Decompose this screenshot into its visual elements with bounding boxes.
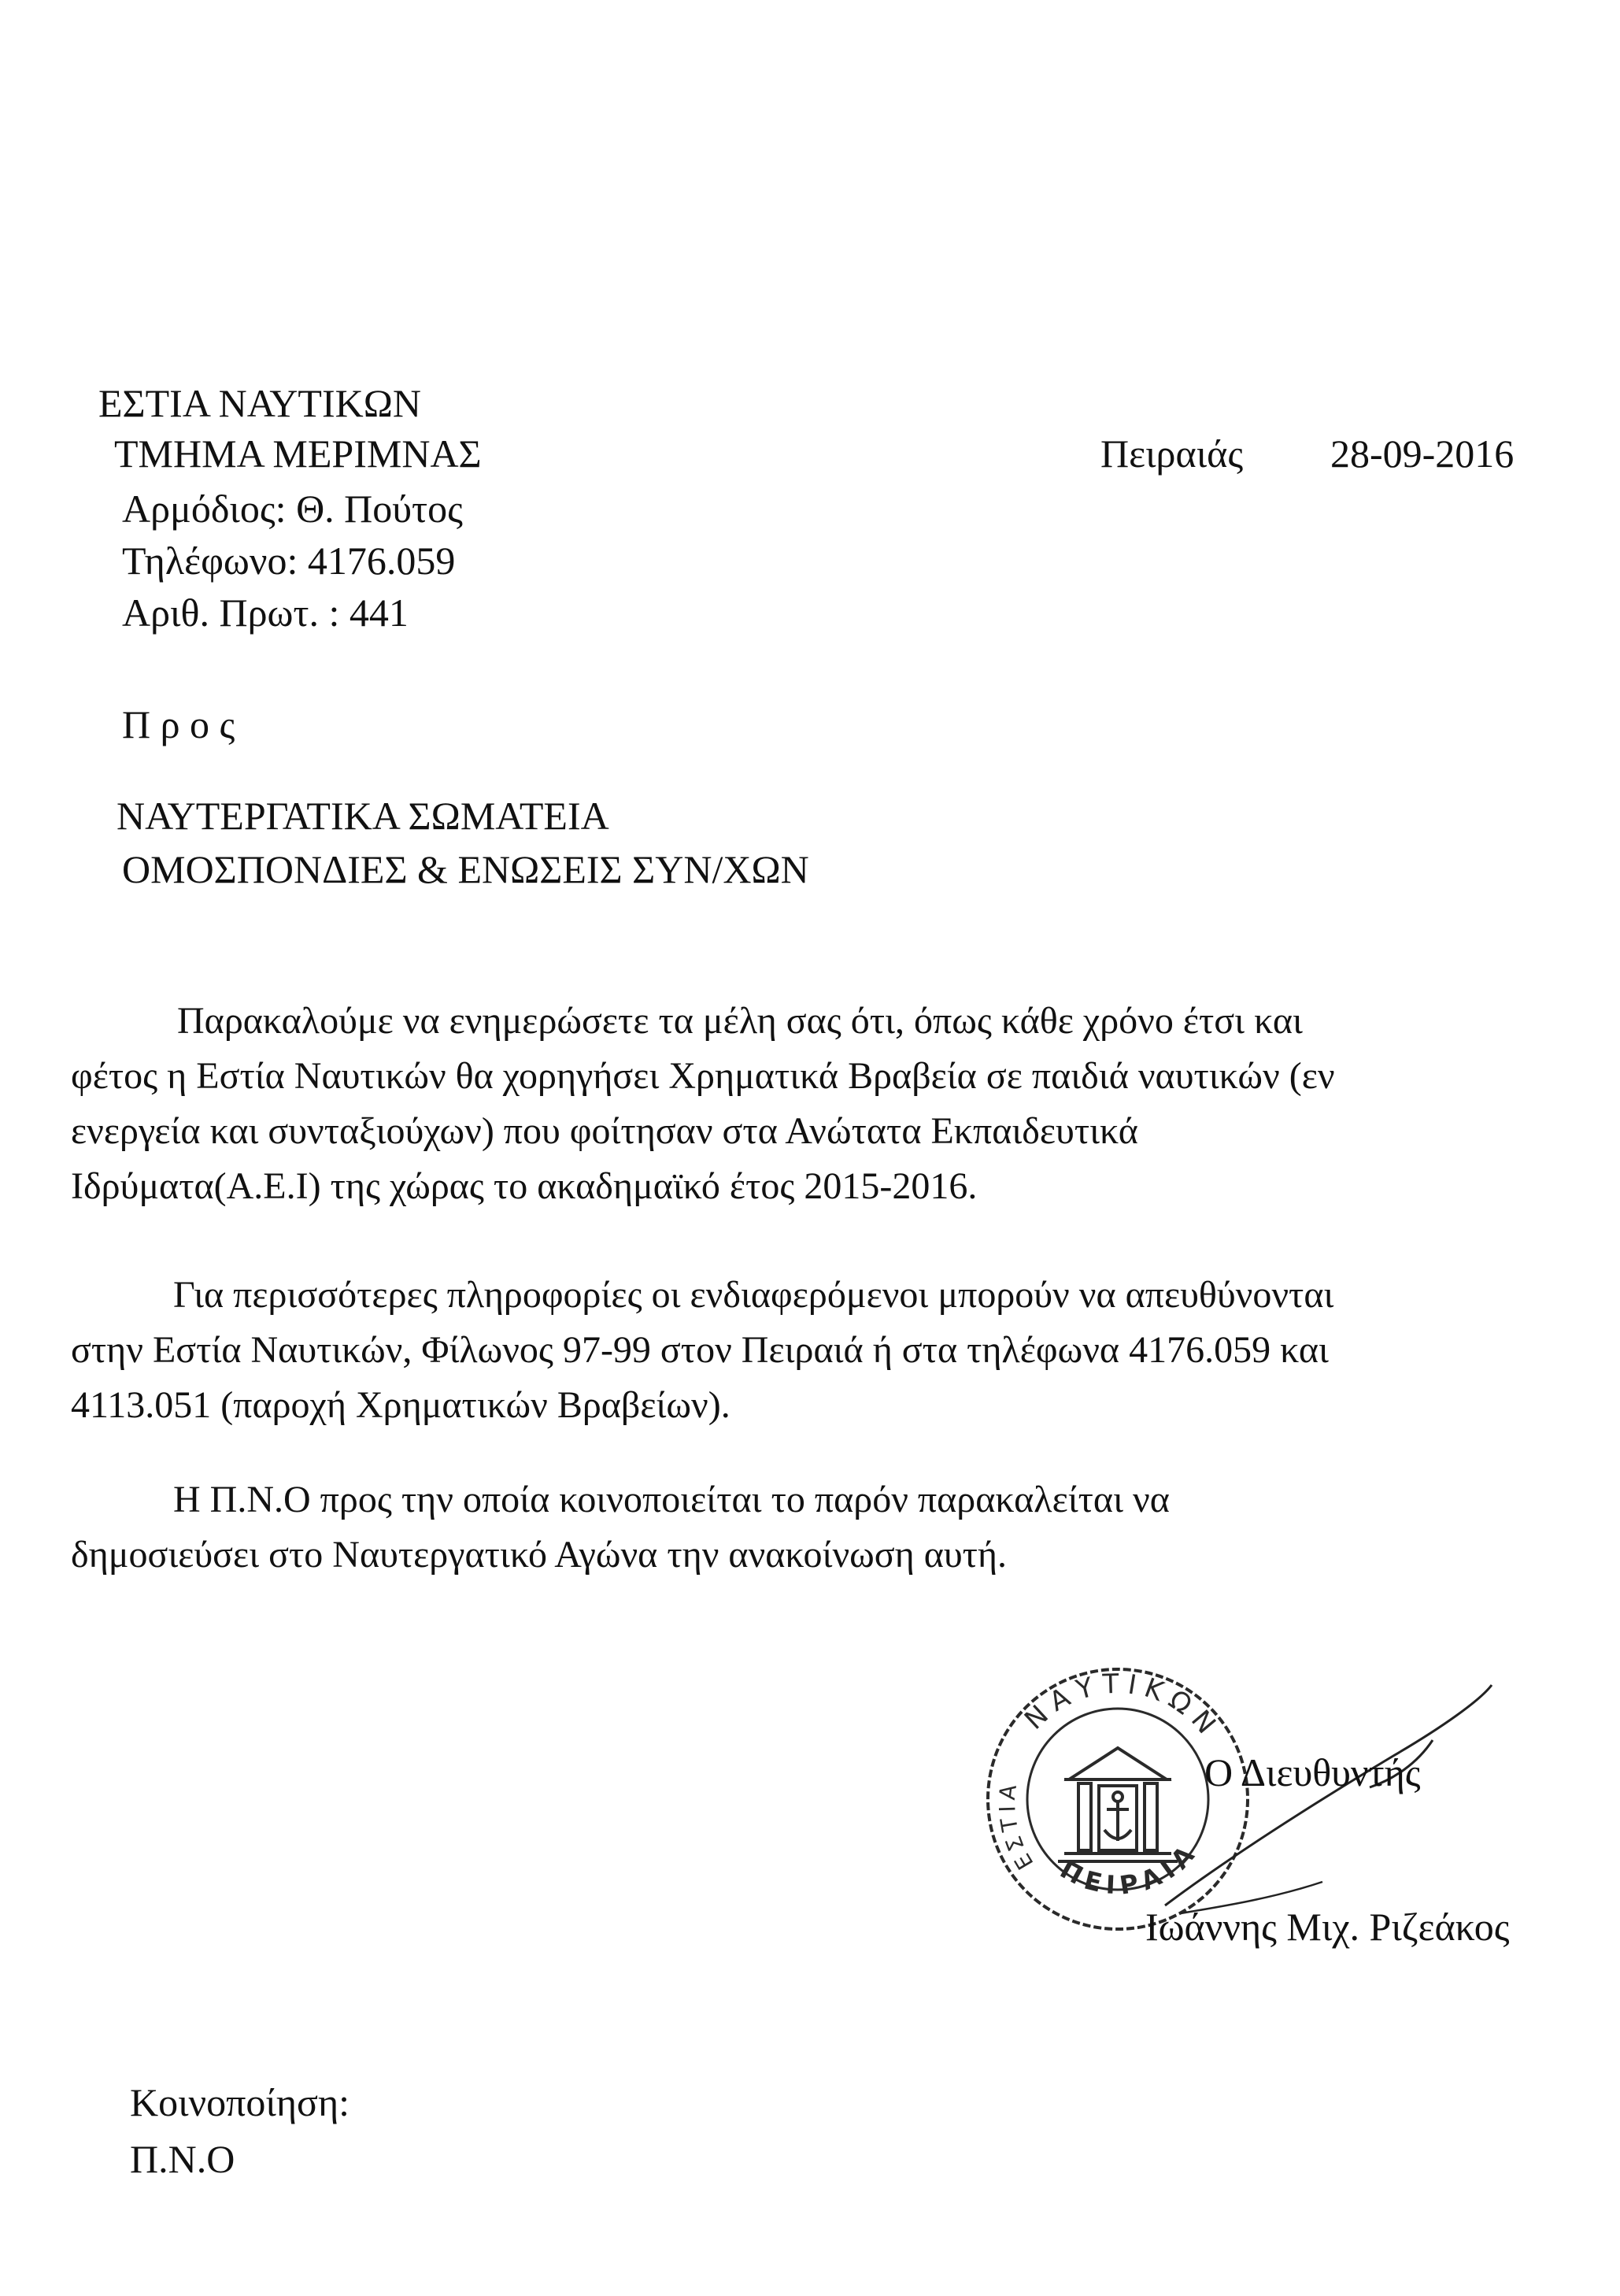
- stamp-text-left: ΕΣΤΙΑ: [993, 1778, 1039, 1875]
- paragraph-line: φέτος η Εστία Ναυτικών θα χορηγήσει Χρηματικά Βραβεία σε παιδιά ναυτικών (εν: [71, 1055, 1335, 1097]
- body-paragraph-3: [71, 1472, 1551, 1583]
- protocol-line: Αριθ. Πρωτ. : 441: [122, 591, 409, 635]
- paragraph-line: Ιδρύματα(Α.Ε.Ι) της χώρας το ακαδημαϊκό έτος 2015-2016.: [71, 1165, 978, 1207]
- body-paragraph-2: [71, 1268, 1590, 1433]
- signatory-title: Ο Διευθυντής: [1204, 1750, 1421, 1794]
- anchor-icon: [1104, 1792, 1131, 1841]
- stamp-text-bottom: ΠΕΙΡΑΙΑ: [1055, 1835, 1204, 1901]
- department-name: ΤΜΗΜΑ ΜΕΡΙΜΝΑΣ: [114, 431, 482, 476]
- paragraph-line: στην Εστία Ναυτικών, Φίλωνος 97-99 στον Πειραιά ή στα τηλέφωνα 4176.059 και: [71, 1329, 1329, 1371]
- paragraph-line: Η Π.Ν.Ο προς την οποία κοινοποιείται το παρόν παρακαλείται να: [173, 1479, 1170, 1520]
- cc-recipient: Π.Ν.Ο: [130, 2137, 235, 2181]
- officer-line: Αρμόδιος: Θ. Πούτος: [122, 487, 463, 531]
- paragraph-line: ενεργεία και συνταξιούχων) που φοίτησαν στα Ανώτατα Εκπαιδευτικά: [71, 1110, 1138, 1152]
- phone-line: Τηλέφωνο: 4176.059: [122, 539, 456, 583]
- recipient-line-2: ΟΜΟΣΠΟΝΔΙΕΣ & ΕΝΩΣΕΙΣ ΣΥΝ/ΧΩΝ: [122, 847, 809, 891]
- paragraph-line: δημοσιεύσει στο Ναυτεργατικό Αγώνα την ανακοίνωση αυτή.: [71, 1534, 1008, 1576]
- organization-name: ΕΣΤΙΑ ΝΑΥΤΙΚΩΝ: [98, 381, 421, 425]
- recipient-line-1: ΝΑΥΤΕΡΓΑΤΙΚΑ ΣΩΜΑΤΕΙΑ: [117, 794, 609, 838]
- stamp-text-top: ΝΑΥΤΙΚΩΝ: [1019, 1668, 1227, 1746]
- paragraph-line: Για περισσότερες πληροφορίες οι ενδιαφερόμενοι μπορούν να απευθύνονται: [173, 1274, 1334, 1316]
- place-label: Πειραιάς: [1100, 431, 1244, 476]
- letter-date: 28-09-2016: [1330, 431, 1515, 476]
- recipient-label: Π ρ ο ς: [122, 702, 235, 746]
- paragraph-line: 4113.051 (παροχή Χρηματικών Βραβείων).: [71, 1384, 730, 1426]
- cc-label: Κοινοποίηση:: [130, 2080, 350, 2124]
- signatory-name: Ιωάννης Μιχ. Ριζεάκος: [1145, 1905, 1510, 1949]
- body-paragraph-1: [71, 994, 1551, 1214]
- paragraph-line: Παρακαλούμε να ενημερώσετε τα μέλη σας ότι, όπως κάθε χρόνο έτσι και: [177, 1000, 1303, 1042]
